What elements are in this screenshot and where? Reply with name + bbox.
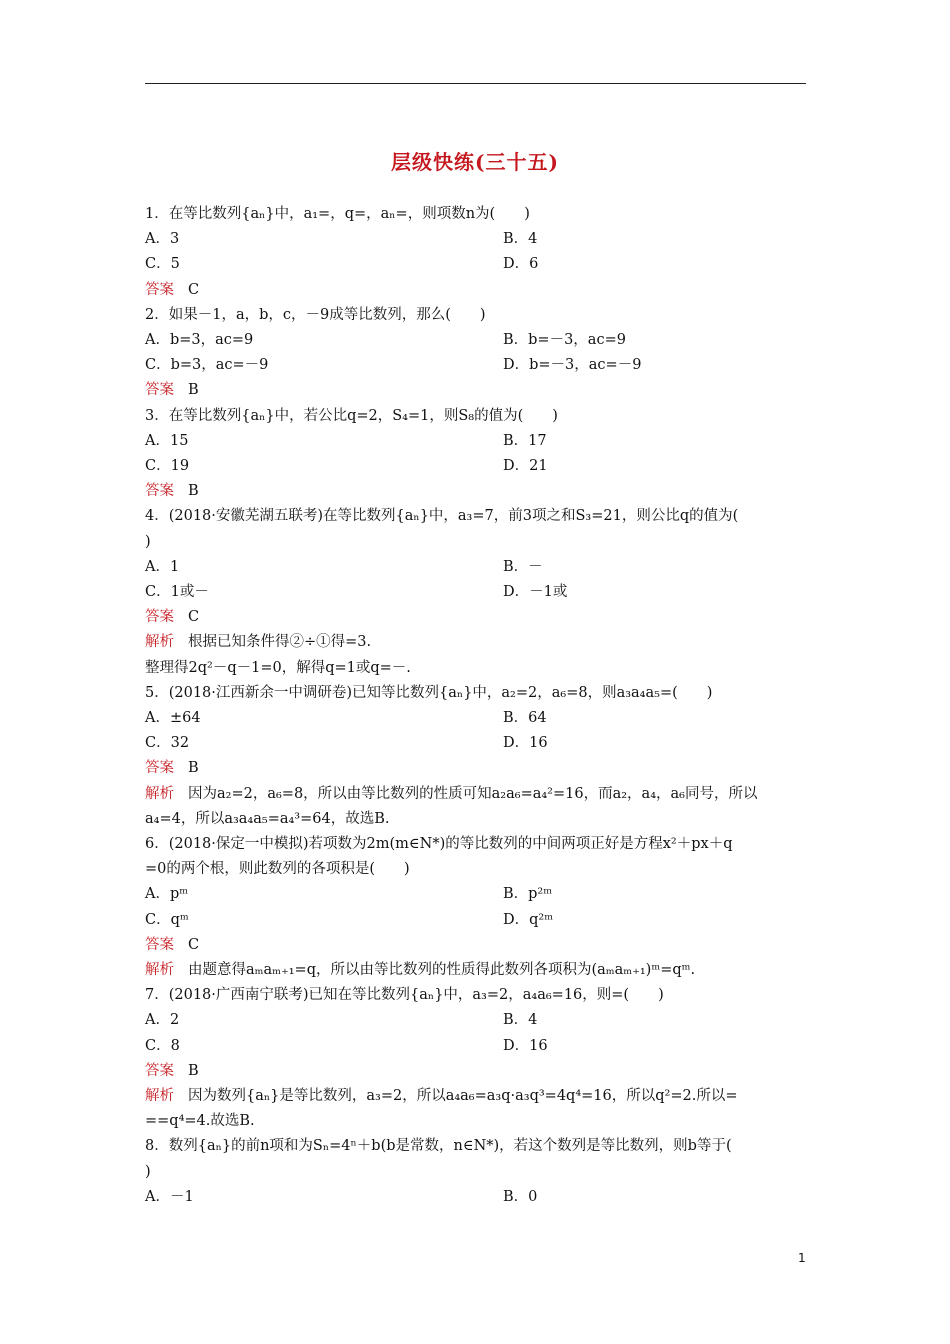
question-text: 1．在等比数列{aₙ}中，a₁=，q=，aₙ=，则项数n为( )	[145, 206, 530, 222]
option-left: C．8	[145, 1037, 180, 1054]
answer-label: 答案	[145, 1062, 174, 1079]
option-left: A．pᵐ	[145, 886, 189, 903]
page-title: 层级快练(三十五)	[391, 150, 559, 174]
option-row	[145, 355, 810, 375]
question-text: )	[145, 533, 151, 550]
answer-line	[145, 758, 810, 778]
page-number: 1	[798, 1251, 806, 1265]
option-right: D．6	[503, 256, 539, 273]
option-right: B．64	[503, 710, 547, 726]
option-row	[145, 1010, 810, 1030]
option-row	[145, 456, 810, 476]
answer-label: 答案	[145, 281, 174, 298]
question-text: 4．(2018·安徽芜湖五联考)在等比数列{aₙ}中，a₃=7，前3项之和S₃=21，则公比q的值为(	[145, 508, 739, 525]
option-right: B．b=－3，ac=9	[503, 332, 626, 348]
option-row	[145, 229, 810, 249]
answer-text: C	[188, 609, 200, 626]
answer-text: C	[188, 936, 200, 953]
option-left: A．2	[145, 1012, 180, 1029]
option-row	[145, 708, 810, 728]
option-left: A．±64	[145, 710, 201, 726]
answer-label: 答案	[145, 609, 174, 626]
option-right: B．－	[503, 558, 543, 575]
option-left: C．1或－	[145, 584, 209, 600]
question-text: 8．数列{aₙ}的前n项和为Sₙ=4ⁿ＋b(b是常数，n∈N*)，若这个数列是等比数列，则b等于(	[145, 1138, 732, 1155]
question-text: 整理得2q²－q－1=0，解得q=1或q=－.	[145, 659, 411, 676]
option-left: A．3	[145, 231, 180, 248]
question-text: 3．在等比数列{aₙ}中，若公比q=2，S₄=1，则S₈的值为( )	[145, 407, 558, 424]
answer-text: C	[188, 281, 200, 298]
analysis-label: 解析	[145, 1088, 174, 1104]
answer-line	[145, 935, 810, 955]
analysis-line	[145, 784, 810, 804]
option-row	[145, 733, 810, 753]
option-right: D．q²ᵐ	[503, 911, 554, 928]
option-right: D．－1或	[503, 584, 568, 600]
analysis-text: 由题意得aₘaₘ₊₁=q，所以由等比数列的性质得此数列各项积为(aₘaₘ₊₁)ᵐ=qᵐ.	[188, 962, 696, 978]
question-text: 6．(2018·保定一中模拟)若项数为2m(m∈N*)的等比数列的中间两项正好是方程x²＋px＋q	[145, 836, 733, 852]
option-row	[145, 910, 810, 930]
question-text: =0的两个根，则此数列的各项积是( )	[145, 861, 410, 878]
question-text: 5．(2018·江西新余一中调研卷)已知等比数列{aₙ}中，a₂=2，a₆=8，则a₃a₄a₅=( )	[145, 684, 713, 701]
answer-text: B	[188, 483, 199, 500]
answer-label: 答案	[145, 760, 174, 777]
analysis-text: 因为a₂=2，a₆=8，所以由等比数列的性质可知a₂a₆=a₄²=16，而a₂，a₄，a₆同号，所以	[188, 785, 758, 802]
question-text: ==q⁴=4.故选B.	[145, 1113, 255, 1130]
option-right: B．p²ᵐ	[503, 886, 553, 903]
answer-label: 答案	[145, 382, 174, 399]
option-row	[145, 1187, 810, 1207]
answer-line	[145, 607, 810, 627]
option-left: C．32	[145, 735, 190, 752]
option-row	[145, 884, 810, 904]
option-left: A．b=3，ac=9	[145, 332, 254, 348]
option-left: C．19	[145, 458, 190, 474]
question-text: )	[145, 1163, 151, 1180]
answer-text: B	[188, 760, 199, 777]
option-row	[145, 330, 810, 350]
option-left: A．15	[145, 432, 189, 449]
question-text: a₄=4，所以a₃a₄a₅=a₄³=64，故选B.	[145, 810, 390, 827]
analysis-line	[145, 960, 810, 980]
answer-line	[145, 481, 810, 501]
option-left: C．5	[145, 256, 180, 273]
option-left: C．qᵐ	[145, 911, 189, 928]
option-row	[145, 557, 810, 577]
analysis-text: 根据已知条件得②÷①得=3.	[188, 634, 372, 651]
question-text: 7．(2018·广西南宁联考)已知在等比数列{aₙ}中，a₃=2，a₄a₆=16，则=( )	[145, 987, 664, 1004]
option-left: A．1	[145, 558, 180, 575]
analysis-text: 因为数列{aₙ}是等比数列，a₃=2，所以a₄a₆=a₃q·a₃q³=4q⁴=16，所以q²=2.所以=	[188, 1088, 738, 1104]
analysis-line	[145, 1086, 810, 1106]
header-rule	[145, 83, 806, 84]
option-right: B．4	[503, 231, 538, 248]
answer-label: 答案	[145, 936, 174, 953]
analysis-label: 解析	[145, 962, 174, 978]
option-right: D．21	[503, 458, 548, 474]
option-left: A．－1	[145, 1188, 194, 1205]
option-row	[145, 582, 810, 602]
option-right: B．4	[503, 1012, 538, 1029]
option-right: B．17	[503, 432, 547, 449]
option-right: B．0	[503, 1188, 538, 1205]
option-left: C．b=3，ac=－9	[145, 357, 269, 374]
answer-line	[145, 1061, 810, 1081]
analysis-label: 解析	[145, 634, 174, 651]
answer-line	[145, 280, 810, 300]
answer-label: 答案	[145, 483, 174, 500]
option-row	[145, 431, 810, 451]
option-row	[145, 1036, 810, 1056]
question-text: 2．如果－1，a，b，c，－9成等比数列，那么( )	[145, 306, 486, 323]
option-right: D．16	[503, 1037, 548, 1054]
answer-line	[145, 380, 810, 400]
answer-text: B	[188, 1062, 199, 1079]
analysis-line	[145, 632, 810, 652]
analysis-label: 解析	[145, 785, 174, 802]
option-right: D．16	[503, 735, 548, 752]
option-row	[145, 254, 810, 274]
answer-text: B	[188, 382, 199, 399]
option-right: D．b=－3，ac=－9	[503, 357, 642, 374]
